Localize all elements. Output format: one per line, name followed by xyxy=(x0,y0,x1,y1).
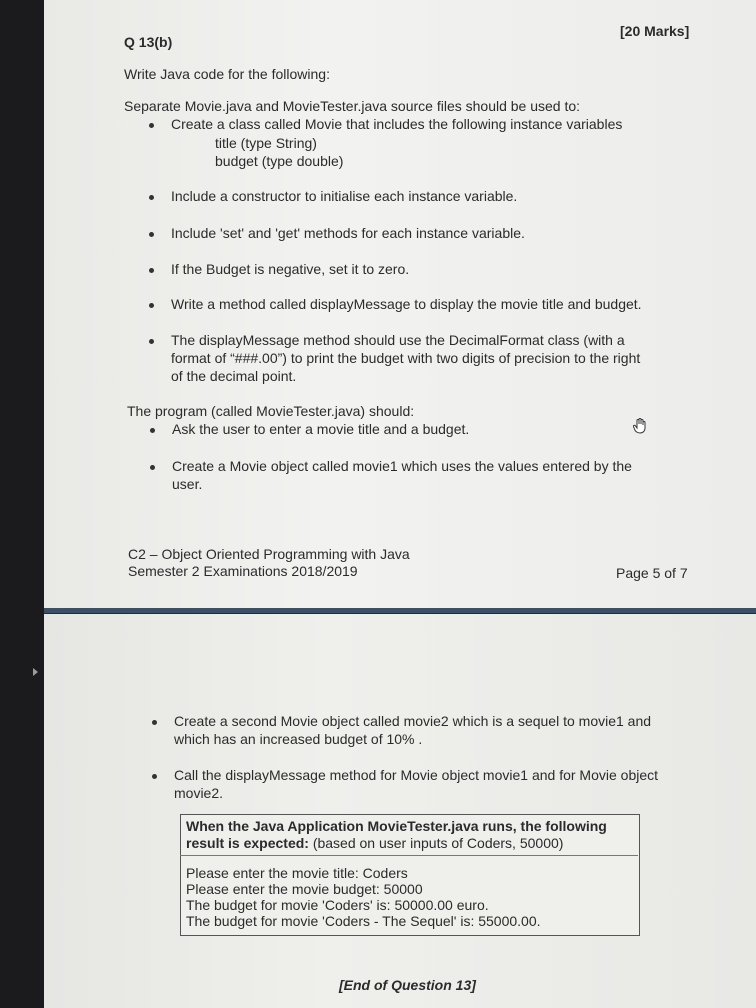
list-item: Ask the user to enter a movie title and a budget. xyxy=(172,421,470,437)
list-item: Include 'set' and 'get' methods for each instance variable. xyxy=(171,225,525,241)
bullet-dot-icon xyxy=(152,774,157,779)
result-divider xyxy=(180,855,638,856)
list-item: If the Budget is negative, set it to zero. xyxy=(171,261,410,277)
document-page-6 xyxy=(44,614,756,1008)
bullet-dot-icon xyxy=(149,303,154,308)
hand-cursor-icon xyxy=(633,418,647,434)
list-item: Create a second Movie object called movie2 which is a sequel to movie1 and xyxy=(174,713,652,729)
result-heading-bold: result is expected: xyxy=(186,835,309,851)
result-heading: When the Java Application MovieTester.java runs, the following xyxy=(186,818,607,834)
program-intro: The program (called MovieTester.java) should: xyxy=(127,403,415,419)
bullet-dot-icon xyxy=(149,232,154,237)
end-note: [End of Question 13] xyxy=(339,977,476,993)
result-heading-rest: (based on user inputs of Coders, 50000) xyxy=(308,835,564,851)
intro-text: Write Java code for the following: xyxy=(124,66,330,82)
bullet-dot-icon xyxy=(149,123,154,128)
question-id: Q 13(b) xyxy=(124,34,173,50)
list-item: Create a Movie object called movie1 which uses the values entered by the xyxy=(172,458,632,474)
files-line: Separate Movie.java and MovieTester.java source files should be used to: xyxy=(124,98,581,114)
bullet-dot-icon xyxy=(150,428,155,433)
instance-var: budget (type double) xyxy=(215,153,344,169)
page-number: Page 5 of 7 xyxy=(616,565,688,581)
list-item: Include a constructor to initialise each instance variable. xyxy=(171,188,518,204)
result-heading-line2 xyxy=(186,834,563,852)
bullet-dot-icon xyxy=(149,339,154,344)
list-item: Call the displayMessage method for Movie object movie1 and for Movie object xyxy=(174,767,659,783)
bullet-dot-icon xyxy=(149,268,154,273)
list-item-cont: of the decimal point. xyxy=(171,368,297,384)
page-divider xyxy=(44,608,756,613)
list-item: Write a method called displayMessage to display the movie title and budget. xyxy=(171,296,642,312)
triangle-right-icon xyxy=(33,668,38,676)
list-item-cont: user. xyxy=(172,476,203,492)
output-line: Please enter the movie title: Coders xyxy=(186,865,408,881)
output-line: The budget for movie 'Coders - The Sequel' is: 55000.00. xyxy=(186,913,541,929)
bullet-dot-icon xyxy=(152,720,157,725)
bullet-dot-icon xyxy=(149,195,154,200)
footer-course: C2 – Object Oriented Programming with Java xyxy=(128,546,410,562)
footer-semester: Semester 2 Examinations 2018/2019 xyxy=(128,563,358,579)
bullet-dot-icon xyxy=(150,465,155,470)
output-line: The budget for movie 'Coders' is: 50000.00 euro. xyxy=(186,897,489,913)
list-item-cont: format of “###.00”) to print the budget with two digits of precision to the right xyxy=(171,350,641,366)
list-item-cont: movie2. xyxy=(174,785,224,801)
list-item: Create a class called Movie that includes the following instance variables xyxy=(171,116,623,132)
output-line: Please enter the movie budget: 50000 xyxy=(186,881,423,897)
screen-bezel xyxy=(0,0,44,1008)
instance-var: title (type String) xyxy=(215,135,317,151)
list-item-cont: which has an increased budget of 10% . xyxy=(174,731,423,747)
marks-label: [20 Marks] xyxy=(620,23,690,39)
list-item: The displayMessage method should use the DecimalFormat class (with a xyxy=(171,332,625,348)
